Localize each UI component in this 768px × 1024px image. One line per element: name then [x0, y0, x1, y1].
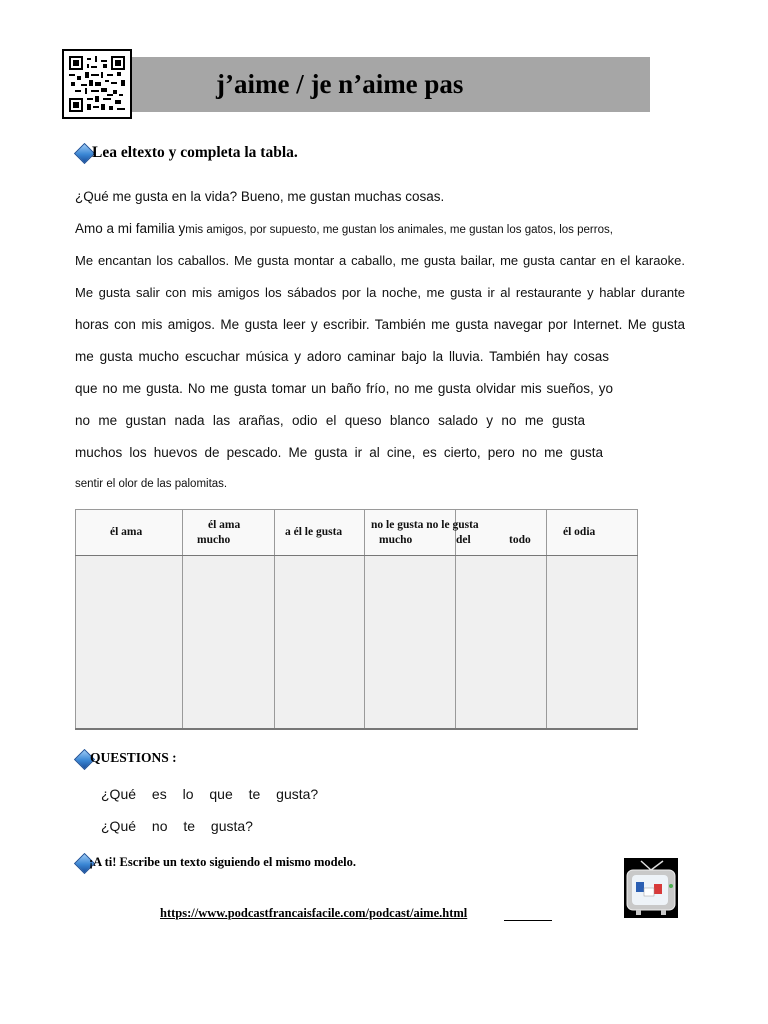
text-line-4: Me gusta salir con mis amigos los sábados por la noche, me gusta ir al restaurante y hablar durante: [75, 285, 685, 300]
title-banner: [132, 57, 650, 112]
answer-cell-3[interactable]: [275, 556, 365, 730]
header-cell-el-ama: él ama: [76, 510, 183, 556]
header-cell-el-odia: él odia: [547, 510, 638, 556]
table-answer-row: [76, 556, 638, 730]
answer-table: [75, 509, 638, 730]
podcast-tv-logo: [624, 858, 678, 918]
questions-heading: QUESTIONS :: [90, 750, 177, 765]
header-cell-no-le-gusta-del-todo: del todo: [456, 510, 547, 556]
text-line-8: no me gustan nada las arañas, odio el queso blanco salado y no me gusta: [75, 413, 585, 428]
answer-cell-4[interactable]: [365, 556, 456, 730]
qr-code: [62, 49, 132, 119]
text-line-1: ¿Qué me gusta en la vida? Bueno, me gustan muchas cosas.: [75, 189, 445, 204]
table-header-row: [76, 510, 638, 556]
text-line-5: horas con mis amigos. Me gusta leer y escribir. También me gusta navegar por Internet. Me gusta: [75, 317, 685, 332]
text-line-9: muchos los huevos de pescado. Me gusta ir al cine, es cierto, pero no me gusta: [75, 445, 603, 460]
answer-cell-1[interactable]: [76, 556, 183, 730]
question-1: ¿Qué es lo que te gusta?: [101, 786, 319, 802]
podcast-link[interactable]: https://www.podcastfrancaisfacile.com/podcast/aime.html: [160, 906, 468, 920]
header-cell-el-ama-mucho: él ama mucho: [183, 510, 275, 556]
header-cell-a-el-le-gusta: a él le gusta: [275, 510, 365, 556]
text-line-3: Me encantan los caballos. Me gusta montar a caballo, me gusta bailar, me gusta cantar en el karaoke.: [75, 253, 685, 268]
page-title: j’aime / je n’aime pas: [216, 69, 464, 99]
instruction-heading: Lea eltexto y completa la tabla.: [92, 144, 298, 161]
text-line-7: que no me gusta. No me gusta tomar un baño frío, no me gusta olvidar mis sueños, yo: [75, 381, 613, 396]
answer-cell-6[interactable]: [547, 556, 638, 730]
answer-cell-5[interactable]: [456, 556, 547, 730]
writing-prompt: ¡A ti! Escribe un texto siguiendo el mismo modelo.: [89, 855, 357, 869]
question-2: ¿Qué no te gusta?: [101, 818, 253, 834]
answer-cell-2[interactable]: [183, 556, 275, 730]
text-line-2-rest: mis amigos, por supuesto, me gustan los animales, me gustan los gatos, los perros,: [185, 224, 613, 236]
header-cell-no-le-gusta-mucho: no le gusta no le gusta mucho: [365, 510, 456, 556]
link-underline: [504, 920, 552, 921]
text-line-2-start: Amo a mi familia y: [75, 221, 186, 236]
text-line-2: [75, 221, 613, 236]
text-line-6: me gusta mucho escuchar música y adoro caminar bajo la lluvia. También hay cosas: [75, 349, 609, 364]
text-line-10: sentir el olor de las palomitas.: [75, 478, 228, 490]
